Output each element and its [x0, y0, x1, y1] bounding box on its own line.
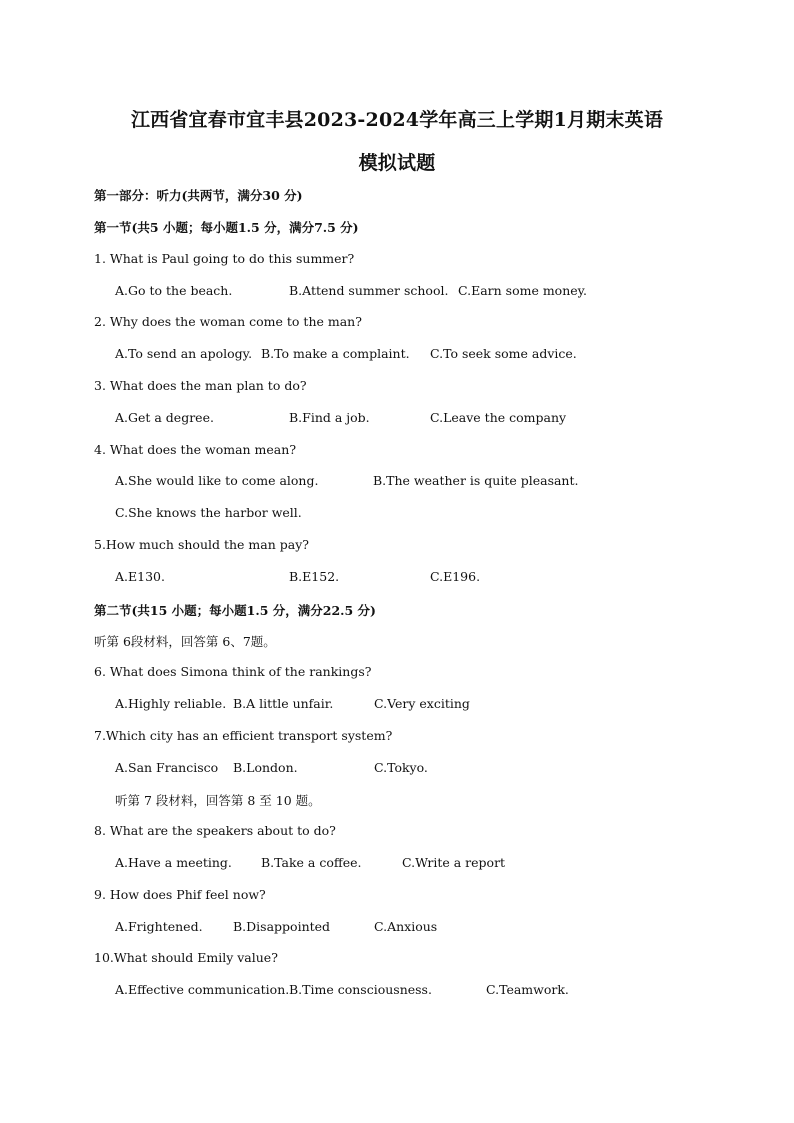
- material-7-instruction: 听第 7 段材料，回答第 8 至 10 题。: [115, 793, 321, 808]
- q4-option-c: C.She knows the harbor well.: [115, 505, 302, 520]
- q3-option-b: B.Find a job.: [289, 410, 370, 425]
- question-8: 8. What are the speakers about to do?: [94, 823, 336, 838]
- q2-option-a: A.To send an apology.: [115, 346, 253, 361]
- q1-option-b: B.Attend summer school.: [289, 283, 449, 298]
- q6-option-c: C.Very exciting: [374, 696, 470, 711]
- question-7: 7.Which city has an efficient transport system?: [94, 728, 393, 743]
- q2-option-b: B.To make a complaint.: [261, 346, 410, 361]
- q4-option-b: B.The weather is quite pleasant.: [373, 473, 579, 488]
- question-2: 2. Why does the woman come to the man?: [94, 314, 362, 329]
- q9-option-a: A.Frightened.: [115, 919, 203, 934]
- q5-option-a: A.E130.: [115, 569, 165, 584]
- q4-option-a: A.She would like to come along.: [115, 473, 319, 488]
- section2-header: 第二节(共15 小题；每小题1.5 分，满分22.5 分): [94, 603, 376, 618]
- q8-option-c: C.Write a report: [402, 855, 506, 870]
- q1-option-a: A.Go to the beach.: [115, 283, 233, 298]
- section1-header: 第一节(共5 小题；每小题1.5 分，满分7.5 分): [94, 220, 359, 235]
- q8-option-a: A.Have a meeting.: [115, 855, 232, 870]
- question-10: 10.What should Emily value?: [94, 950, 278, 965]
- q6-option-b: B.A little unfair.: [233, 696, 334, 711]
- q7-option-b: B.London.: [233, 760, 298, 775]
- q3-option-a: A.Get a degree.: [115, 410, 214, 425]
- material-6-instruction: 听第 6段材料，回答第 6、7题。: [94, 634, 276, 649]
- question-3: 3. What does the man plan to do?: [94, 378, 307, 393]
- question-6: 6. What does Simona think of the rankings?: [94, 664, 372, 679]
- q10-option-a: A.Effective communication.: [115, 982, 290, 997]
- part1-header: 第一部分：听力(共两节，满分30 分): [94, 188, 303, 203]
- q5-option-b: B.E152.: [289, 569, 340, 584]
- question-9: 9. How does Phif feel now?: [94, 887, 266, 902]
- document-title-line2: 模拟试题: [358, 152, 436, 174]
- q9-option-c: C.Anxious: [374, 919, 438, 934]
- q9-option-b: B.Disappointed: [233, 919, 331, 934]
- question-1: 1. What is Paul going to do this summer?: [94, 251, 355, 266]
- q7-option-a: A.San Francisco: [115, 760, 219, 775]
- q3-option-c: C.Leave the company: [430, 410, 567, 425]
- question-5: 5.How much should the man pay?: [94, 537, 309, 552]
- q8-option-b: B.Take a coffee.: [261, 855, 362, 870]
- q2-option-c: C.To seek some advice.: [430, 346, 577, 361]
- q5-option-c: C.E196.: [430, 569, 481, 584]
- q1-option-c: C.Earn some money.: [458, 283, 588, 298]
- document-title-line1: 江西省宜春市宜丰县2023-2024学年高三上学期1月期末英语: [130, 109, 664, 131]
- q10-option-c: C.Teamwork.: [486, 982, 569, 997]
- q6-option-a: A.Highly reliable.: [115, 696, 227, 711]
- q10-option-b: B.Time consciousness.: [289, 982, 432, 997]
- q7-option-c: C.Tokyo.: [374, 760, 428, 775]
- question-4: 4. What does the woman mean?: [94, 442, 297, 457]
